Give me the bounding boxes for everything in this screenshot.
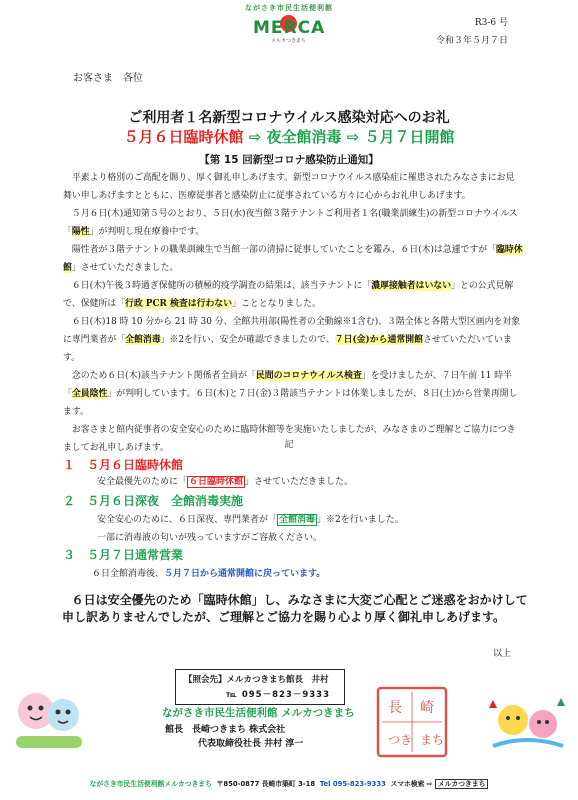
highlight: 行政 PCR 検査は行わない bbox=[124, 299, 233, 309]
blue-text: ５月７日から通常開館に戻っています。 bbox=[164, 569, 326, 579]
contact-box bbox=[175, 669, 345, 705]
headline-reopen: ５月７日開館 bbox=[364, 128, 455, 146]
arrow-icon: ⇨ bbox=[243, 128, 267, 146]
document-date: 令和３年５月７日 bbox=[435, 36, 508, 46]
seal-stamp-icon bbox=[376, 686, 448, 758]
boxed-text: 全館消毒 bbox=[279, 515, 316, 525]
headline-closed: ５月６日臨時休館 bbox=[123, 128, 244, 146]
highlight: 濃厚接触者はいない bbox=[371, 281, 452, 291]
contact-line: 【照会先】メルカつきまち館長 井村 bbox=[184, 675, 329, 685]
svg-text:長: 長 bbox=[388, 700, 402, 716]
body-paragraph: ６日(木)午後３時過ぎ保健所の積極的疫学調査の結果は、該当テナントに「濃厚接触者はいない」との公式見解で、保健所は「行政 PCR 検査は行わない」こととなりました。 bbox=[63, 281, 514, 309]
item-heading-3: ３ ５月７日通常営業 bbox=[63, 548, 184, 562]
item-heading-2: ２ ５月６日深夜 全館消毒実施 bbox=[63, 494, 244, 508]
facility-caption: ながさき市民生活便利館 bbox=[245, 4, 333, 12]
svg-text:崎: 崎 bbox=[420, 700, 434, 716]
page-title: ご利用者１名新型コロナウイルス感染対応へのお礼 bbox=[128, 110, 450, 126]
body-paragraph: ５月６日(木)通知第５号のとおり、５日(水)夜当館３階テナントご利用者１名(職業訓練生)の新型コロナウイルス「陽性」が判明し現在療養中です。 bbox=[63, 209, 518, 237]
contact-phone: ℡ 095－823－9333 bbox=[226, 690, 330, 700]
headline bbox=[0, 126, 578, 147]
director-company: 館長 長崎つきまち 株式会社 bbox=[165, 725, 286, 735]
footer-search-label: スマホ検索 ⇨ bbox=[390, 780, 433, 788]
item-heading-1: １ ５月６日臨時休館 bbox=[63, 458, 184, 472]
highlight: 陽性 bbox=[71, 227, 90, 237]
highlight: 全館消毒 bbox=[125, 335, 161, 345]
body-paragraph: 平素より格別のご高配を賜り、厚く御礼申しあげます。新型コロナウイルス感染症に罹患されたみなさまにお見舞い申しあげますとともに、医療従事者と感染防止に従事されている方々に心からお礼申しあげます。 bbox=[63, 173, 515, 201]
highlight: 臨時休館 bbox=[63, 245, 523, 273]
svg-text:つき: つき bbox=[388, 733, 413, 747]
mascot-illustration-icon bbox=[483, 698, 571, 758]
body-text bbox=[63, 169, 523, 457]
highlight: 全員陰性 bbox=[71, 389, 108, 399]
svg-text:まち: まち bbox=[420, 733, 445, 747]
salutation: お客さま 各位 bbox=[73, 73, 143, 84]
highlight: 民間のコロナウイルス検査 bbox=[255, 371, 362, 381]
body-paragraph: お客さまと館内従事者の安全安心のために臨時休館等を実施いたしましたが、みなさまのご理解とご協力につきましてお礼申しあげます。 bbox=[63, 425, 516, 453]
item-body-2: 安全安心のために、６日深夜、専門業者が「 全館消毒 」※2を行いました。 一部に消毒液の匂いが残っていますがご容赦ください。 bbox=[97, 515, 404, 543]
closing-message: ６日は安全優先のため「臨時休館」し、みなさまに大変ご心配とご迷惑をおかけして申し訳ありませんでしたが、ご理解とご協力を賜り心より厚く御礼申しあげます。 bbox=[62, 593, 528, 624]
merca-logo bbox=[253, 14, 331, 46]
headline-disinfection: 夜全館消毒 bbox=[266, 128, 342, 146]
logo-subtext: メルカつきまち bbox=[271, 38, 307, 44]
logo-text: MERCA bbox=[253, 18, 326, 38]
director-name: 代表取締役社長 井村 淳一 bbox=[198, 739, 304, 749]
highlight: ７日(金)から通常開館 bbox=[334, 335, 423, 345]
document-number: R3-6 号 bbox=[474, 18, 508, 28]
item-body-1: 安全最優先のために「 ６日臨時休館 」させていただきました。 bbox=[97, 477, 354, 487]
ki-marker: 記 bbox=[284, 440, 294, 450]
arrow-icon: ⇨ bbox=[341, 128, 365, 146]
search-keyword-box[interactable]: メルカつきまち bbox=[435, 779, 489, 789]
footer-phone: Tel 095-823-9333 bbox=[319, 780, 386, 788]
boxed-text: ６日臨時休館 bbox=[189, 477, 244, 487]
notice-label: 【第 15 回新型コロナ感染防止通知】 bbox=[199, 154, 379, 166]
facility-name: ながさき市民生活便利館 メルカつきまち bbox=[162, 707, 355, 719]
item-body-3: ６日全館消毒後、５月７日から通常開館に戻っています。 bbox=[92, 569, 326, 579]
body-paragraph: 念のため６日(木)該当テナント関係者全員が「民間のコロナウイルス検査」を受けましたが、７日午前 11 時半「全員陰性」が判明しています。６日(木)と７日(金)３階該当テナントは休業しましたが、８日(土)から営業再開します。 bbox=[63, 371, 518, 417]
footer-address: 〒850-0877 長崎市築町 3-18 bbox=[216, 780, 316, 788]
body-paragraph: 陽性者が３階テナントの職業訓練生で当館一部の清掃に従事していたことを鑑み、６日(木)は急遽ですが「臨時休館」させていただきました。 bbox=[63, 245, 523, 273]
ijo-marker: 以上 bbox=[492, 649, 511, 659]
footer bbox=[0, 778, 578, 788]
body-paragraph: ６日(木)18 時 10 分から 21 時 30 分、全館共用部(陽性者の全動線※1含む)、３階全体と各階大型区画内を対象に専門業者が「全館消毒」※2を行い、安全が確認できましたので、７日(金)から通常開館させていただいています。 bbox=[63, 317, 521, 363]
mascot-illustration-icon bbox=[8, 681, 90, 756]
footer-name: ながさき市民生活便利館メルカつきまち bbox=[89, 780, 212, 788]
